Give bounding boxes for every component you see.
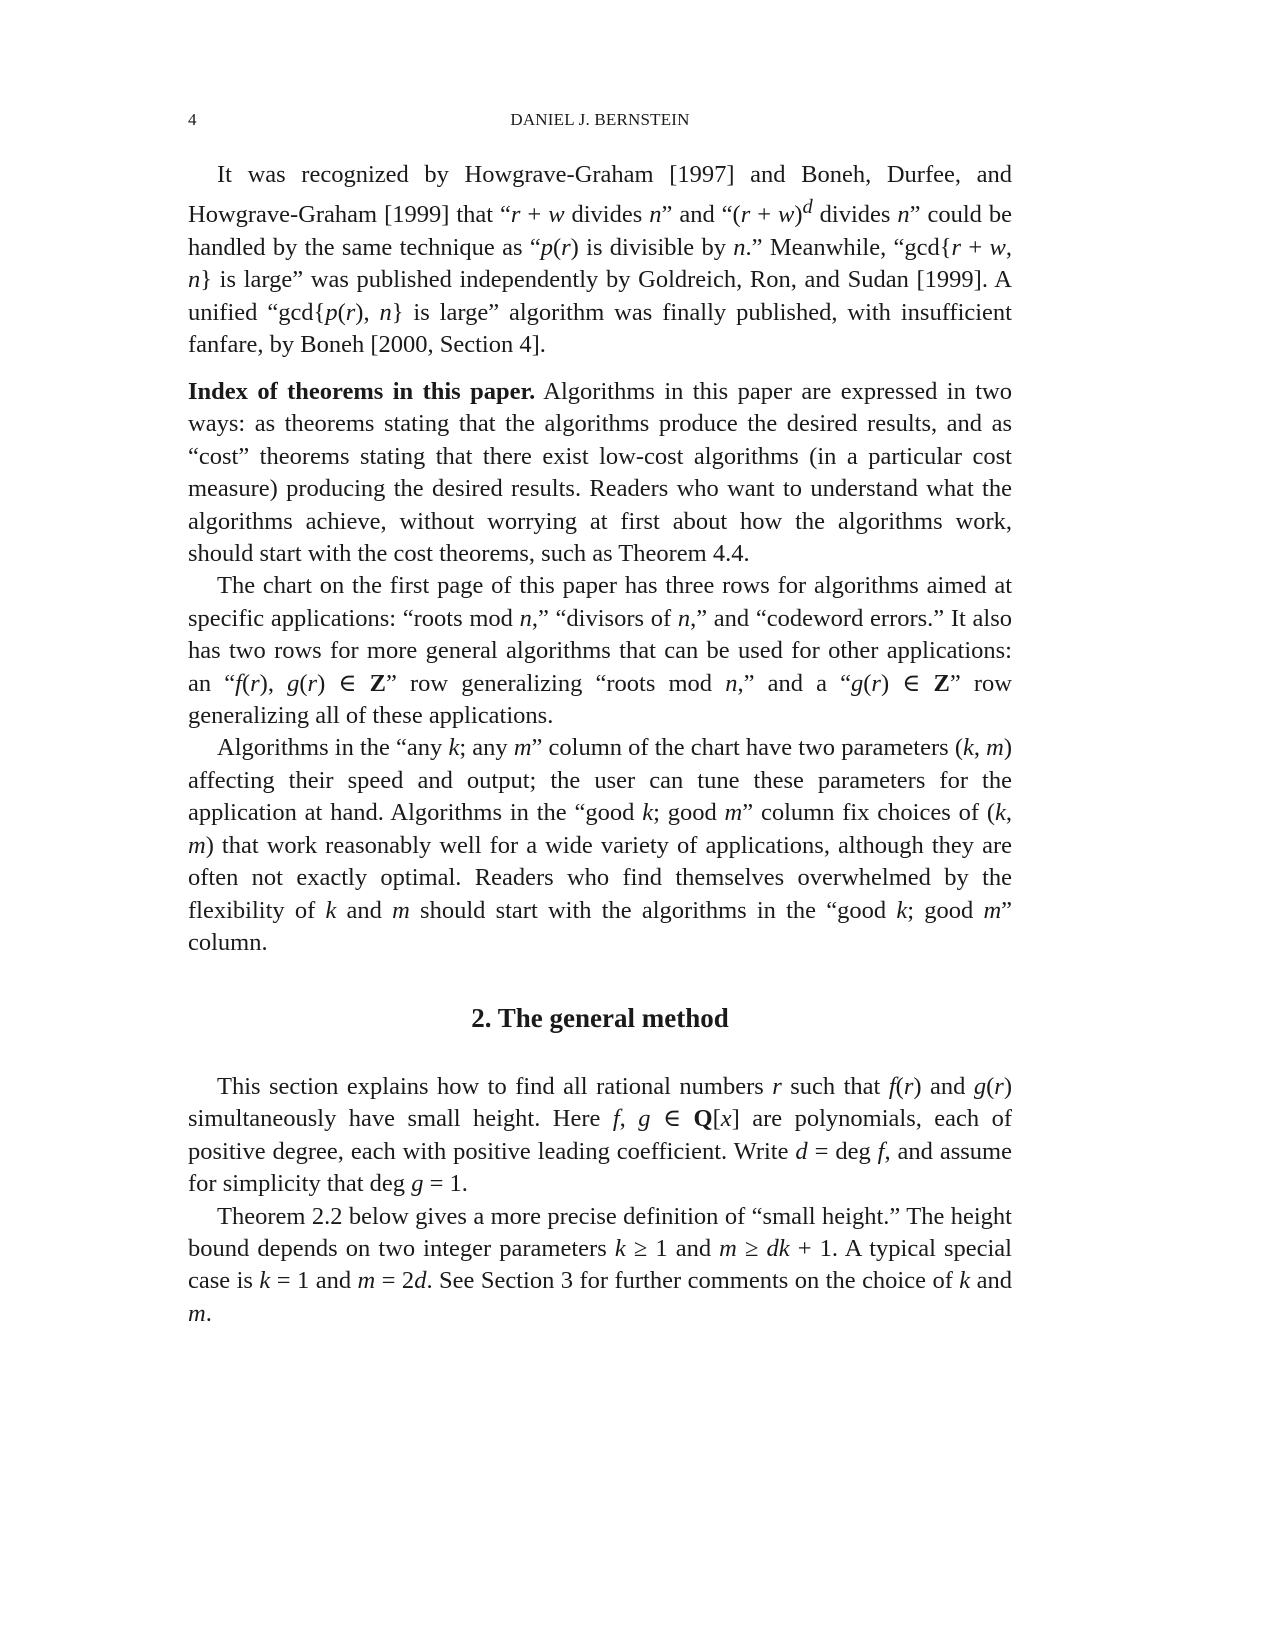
index-paragraph-1: Index of theorems in this paper. Algorithms in this paper are expressed in two ways: as theorems stating that the algorithms produce the desired results, and as “cost” theorems stating that there exist low-cost algorithms (in a particular cost measure) producing the desired results. Readers who want to understand what the algorithms achieve, without worrying at first about how the algorithms work, should start with the cost theorems, such as Theorem 4.4. <box>188 378 1012 568</box>
page-number: 4 <box>188 110 197 129</box>
intro-paragraph-block <box>188 159 1012 362</box>
section-paragraph-1: This section explains how to find all rational numbers r such that f(r) and g(r) simultaneously have small height. Here f, g ∈ Q[x] are polynomials, each of positive degree, each with positive leading coefficient. Write d = deg f, and assume for simplicity that deg g = 1. <box>188 1073 1013 1198</box>
running-head <box>188 110 1012 136</box>
index-run-in-heading: Index of theorems in this paper. <box>188 378 536 405</box>
index-of-theorems-block <box>188 376 1012 959</box>
intro-paragraph: It was recognized by Howgrave-Graham [1997] and Boneh, Durfee, and Howgrave-Graham [1999] that “r + w divides n” and “$(r + w)^d$ divides n” could be handled by the same technique as “p(r) is divisible by n.” Meanwhile, “gcd{r + w, n} is large” was published independently by Goldreich, Ron, and Sudan [1999]. A unified “gcd{p(r), n} is large” algorithm was finally published, with insufficient fanfare, by Boneh [2000, Section 4]. <box>188 161 1012 359</box>
section-body <box>188 1071 1012 1330</box>
index-paragraph-3: Algorithms in the “any k; any m” column of the chart have two parameters (k, m) affecting their speed and output; the user can tune these parameters for the application at hand. Algorithms in the “good k; good m” column fix choices of (k, m) that work reasonably well for a wide variety of applications, although they are often not exactly optimal. Readers who find themselves overwhelmed by the flexibility of k and m should start with the algorithms in the “good k; good m” column. <box>188 734 1013 956</box>
section-heading: 2. The general method <box>471 1003 729 1033</box>
section-paragraph-2: Theorem 2.2 below gives a more precise definition of “small height.” The height bound depends on two integer parameters k ≥ 1 and m ≥ dk + 1. A typical special case is k = 1 and m = 2d. See Section 3 for further comments on the choice of k and m. <box>188 1202 1012 1327</box>
running-title: DANIEL J. BERNSTEIN <box>510 110 690 129</box>
index-paragraph-2: The chart on the first page of this paper has three rows for algorithms aimed at specific applications: “roots mod n,” “divisors of n,” and “codeword errors.” It also has two rows for more general algorithms that can be used for other applications: an “f(r), g(r) ∈ Z” row generalizing “roots mod n,” and a “g(r) ∈ Z” row generalizing all of these applications. <box>188 572 1013 730</box>
